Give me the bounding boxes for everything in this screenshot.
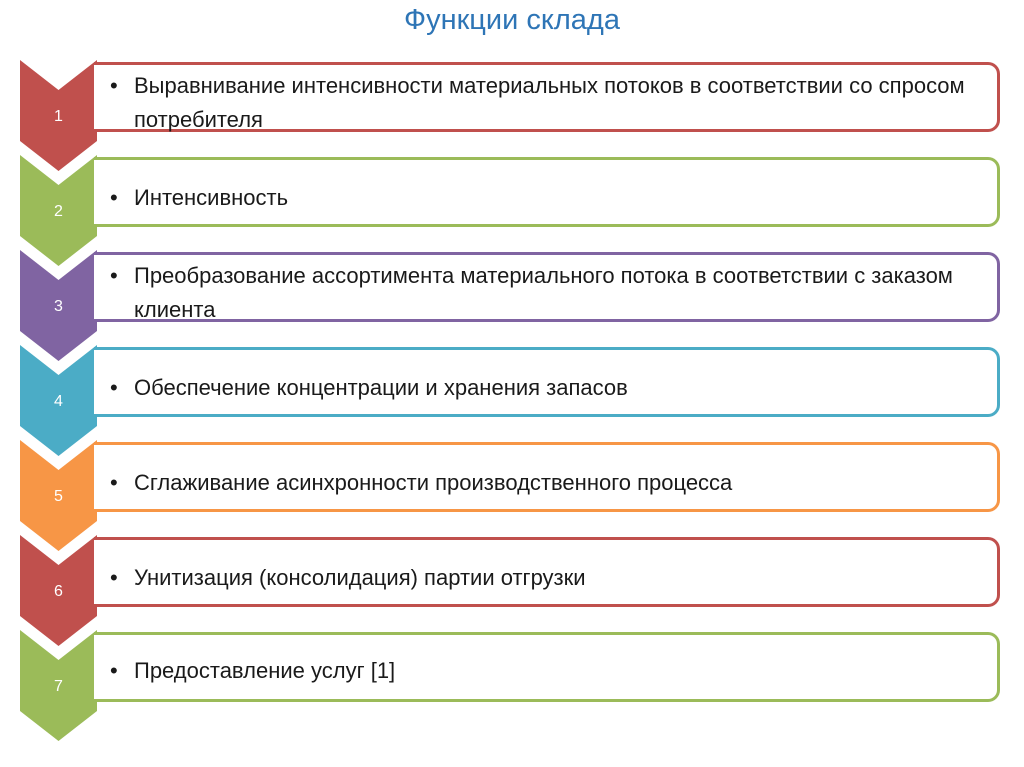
step-4-card: [94, 347, 1000, 417]
step-5-bullet: [110, 449, 981, 500]
step-1-number: 1: [54, 108, 63, 125]
step-1-text: Выравнивание интенсивности материальных потоков в соответствии со спросом потребителя: [134, 73, 965, 132]
bullet-dot: •: [110, 658, 118, 683]
step-5-number: 5: [54, 488, 63, 505]
step-5-card: [94, 442, 1000, 512]
slide-title: Функции склада: [404, 4, 620, 36]
step-1-bullet: [110, 69, 981, 137]
bullet-dot: •: [110, 565, 118, 590]
step-2-text: Интенсивность: [134, 185, 289, 210]
step-2-number: 2: [54, 203, 63, 220]
step-4-bullet: [110, 354, 981, 405]
step-4-number: 4: [54, 393, 63, 410]
bullet-dot: •: [110, 73, 118, 98]
step-6-number: 6: [54, 583, 63, 600]
bullet-dot: •: [110, 263, 118, 288]
step-7-number: 7: [54, 678, 63, 695]
step-1-card: [94, 62, 1000, 132]
step-3-card: [94, 252, 1000, 322]
bullet-dot: •: [110, 185, 118, 210]
step-6-card: [94, 537, 1000, 607]
step-7-bullet: [110, 639, 981, 688]
bullet-dot: •: [110, 375, 118, 400]
step-5-text: Сглаживание асинхронности производственного процесса: [134, 470, 733, 495]
step-2-bullet: [110, 164, 981, 215]
step-7-text: Предоставление услуг [1]: [134, 658, 396, 683]
step-2-card: [94, 157, 1000, 227]
step-6-bullet: [110, 544, 981, 595]
bullet-dot: •: [110, 470, 118, 495]
step-7: [0, 630, 1024, 741]
step-3-number: 3: [54, 298, 63, 315]
step-7-card: [94, 632, 1000, 702]
step-3-text: Преобразование ассортимента материального потока в соответствии с заказом клиента: [134, 263, 953, 322]
step-6-text: Унитизация (консолидация) партии отгрузки: [134, 565, 586, 590]
step-3-bullet: [110, 259, 981, 327]
step-4-text: Обеспечение концентрации и хранения запасов: [134, 375, 628, 400]
